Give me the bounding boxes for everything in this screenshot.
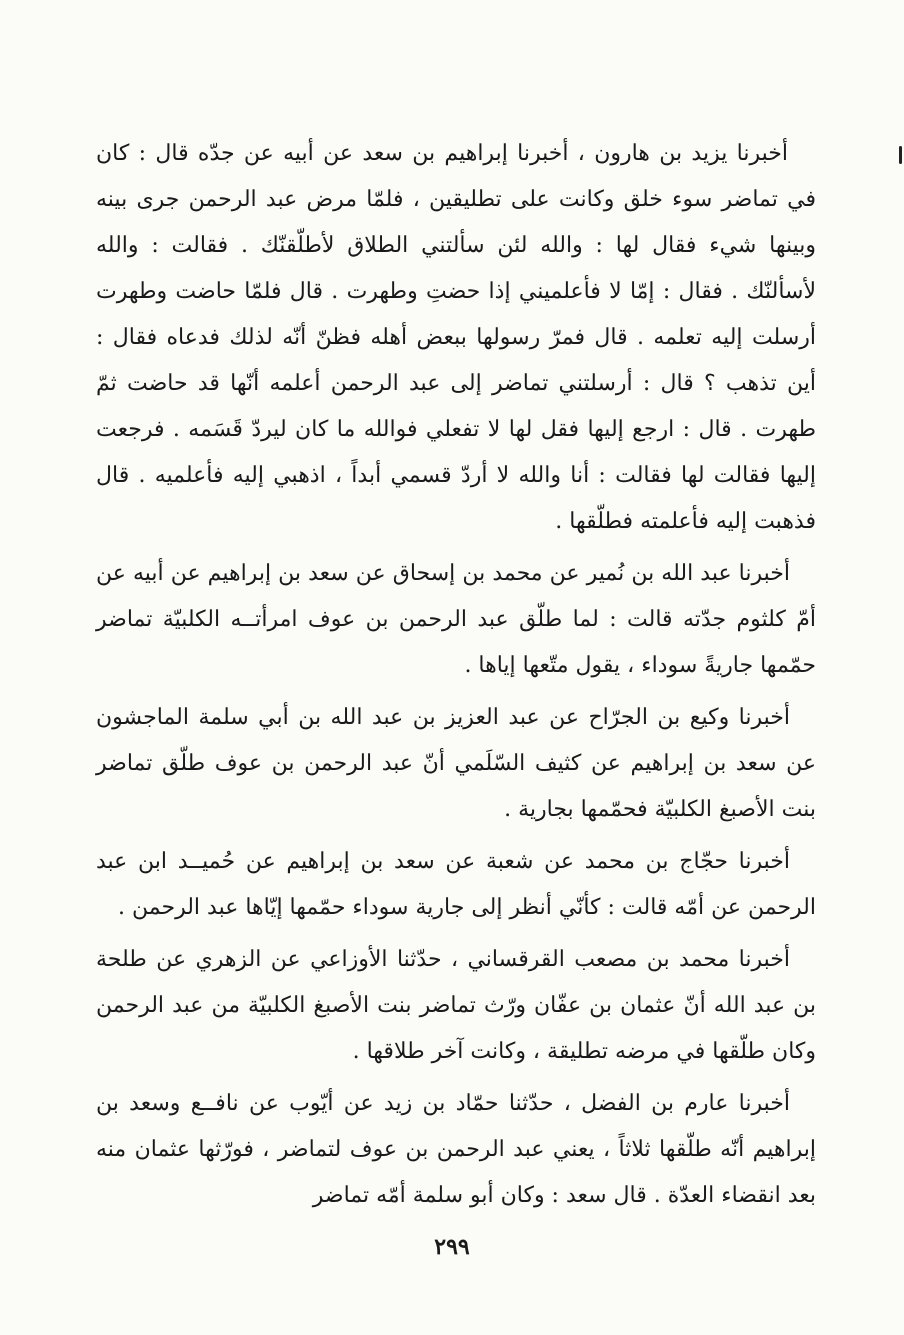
paragraph-1: أخبرنا يزيد بن هارون ، أخبرنا إبراهيم بن سعد عن أبيه عن جدّه قال : كان في تماضر سوء خلق وكانت على تطليقين ، فلمّا مرض عبد الرحمن جرى بينه وبينها شيء فقال لها : والله لئن سألتني الطلاق لأطلّقنّك . فقالت : والله لأسألنّك . فقال : إمّا لا فأعلميني إذا حضتِ وطهرت . قال فلمّا حاضت وطهرت أرسلت إليه تعلمه . قال فمرّ رسولها ببعض أهله فظنّ أنّه لذلك فدعاه فقال : أين تذهب ؟ قال : أرسلتني تماضر إلى عبد الرحمن أعلمه أنّها قد حاضت ثمّ طهرت . قال : ارجع إليها فقل لها لا تفعلي فوالله ما كان ليردّ قَسَمه . فرجعت إليها فقالت لها فقالت : أنا والله لا أردّ قسمي أبداً ، اذهبي إليه فأعلميه . قال فذهبت إليه فأعلمته فطلّقها . [96, 141, 817, 534]
body-text [96, 131, 816, 1225]
page-number: ٢٩٩ [434, 1234, 470, 1260]
paragraph-2: أخبرنا عبد الله بن نُمير عن محمد بن إسحاق عن سعد بن إبراهيم عن أبيه عن أمّ كلثوم جدّته قالت : لما طلّق عبد الرحمن بن عوف امرأتــه الكلبيّة تماضر حمّمها جاريةً سوداء ، يقول متّعها إياها . [96, 561, 816, 678]
paragraph-3: أخبرنا وكيع بن الجرّاح عن عبد العزيز بن عبد الله بن أبي سلمة الماجشون عن سعد بن إبراهيم عن كثيف السّلَمي أنّ عبد الرحمن بن عوف طلّق تماضر بنت الأصبغ الكلبيّة فحمّمها بجارية . [96, 705, 816, 822]
paragraph-6: أخبرنا عارم بن الفضل ، حدّثنا حمّاد بن زيد عن أيّوب عن نافــع وسعد بن إبراهيم أنّه طلّقها ثلاثاً ، يعني عبد الرحمن بن عوف لتماضر ، فورّثها عثمان منه بعد انقضاء العدّة . قال سعد : وكان أبو سلمة أمّه تماضر [96, 1091, 816, 1208]
paragraph-5: أخبرنا محمد بن مصعب القرقساني ، حدّثنا الأوزاعي عن الزهري عن طلحة بن عبد الله أنّ عثمان بن عفّان ورّث تماضر بنت الأصبغ الكلبيّة من عبد الرحمن وكان طلّقها في مرضه تطليقة ، وكانت آخر طلاقها . [96, 947, 816, 1064]
paragraph-4: أخبرنا حجّاج بن محمد عن شعبة عن سعد بن إبراهيم عن حُميــد ابن عبد الرحمن عن أمّه قالت : كأنّي أنظر إلى جارية سوداء حمّمها إيّاها عبد الرحمن . [96, 849, 816, 920]
page-edge-mark [899, 146, 902, 164]
